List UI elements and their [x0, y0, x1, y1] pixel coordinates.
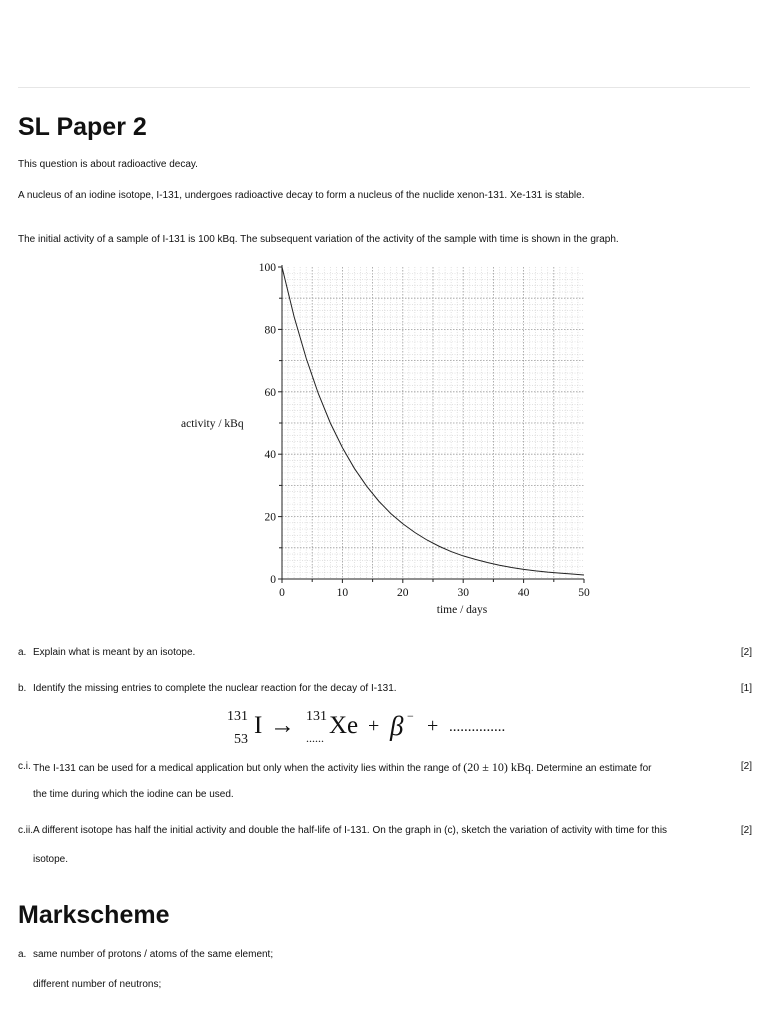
beta-symbol: β [390, 711, 404, 741]
iodine-mass-number: 131 [227, 709, 248, 724]
question-c-i-label: c.i. [18, 761, 31, 772]
x-tick-label: 40 [517, 587, 530, 599]
y-tick-label: 80 [264, 324, 276, 337]
nuclear-equation [222, 707, 562, 751]
question-c-ii-text: A different isotope has half the initial activity and double the half-life of I-131. On the graph in (c), sketch the variation of activity with time for this [33, 825, 668, 836]
y-tick-label: 40 [264, 449, 276, 462]
x-tick-label: 20 [397, 587, 409, 599]
question-c-ii-label: c.ii. [18, 825, 33, 836]
x-tick-label: 0 [279, 587, 285, 599]
y-tick-label: 20 [264, 511, 276, 524]
missing-particle-blank: ............... [449, 719, 506, 735]
markscheme-a-label: a. [18, 949, 27, 960]
xenon-symbol: Xe [329, 712, 359, 739]
question-a-label: a. [18, 647, 27, 658]
question-c-i-text-before: The I-131 can be used for a medical application but only when the activity lies within the range of [33, 763, 461, 774]
chart-ticks [259, 262, 590, 599]
question-a-marks: [2] [740, 647, 752, 658]
question-c-i-continuation: the time during which the iodine can be used. [33, 789, 234, 800]
y-tick-label: 100 [258, 262, 276, 274]
question-a-text: Explain what is meant by an isotope. [33, 647, 196, 658]
iodine-atomic-number: 53 [234, 732, 248, 747]
markscheme-title: Markscheme [18, 901, 170, 929]
question-b-label: b. [18, 683, 27, 694]
question-c-ii-marks: [2] [740, 825, 752, 836]
beta-charge: − [407, 709, 414, 723]
iodine-symbol: I [254, 712, 263, 739]
question-c-i-range: (20 ± 10) kBq [463, 760, 531, 774]
intro-line-1: This question is about radioactive decay. [18, 159, 198, 170]
y-tick-label: 0 [270, 574, 276, 586]
plus-sign-1: + [368, 715, 380, 737]
plus-sign-2: + [427, 715, 439, 737]
y-tick-label: 60 [264, 386, 276, 399]
question-b-text: Identify the missing entries to complete the nuclear reaction for the decay of I-131. [33, 683, 397, 694]
x-tick-label: 30 [457, 587, 469, 599]
question-c-ii-continuation: isotope. [33, 854, 69, 865]
activity-time-graph [170, 255, 600, 625]
markscheme-a-line-2: different number of neutrons; [33, 979, 162, 990]
x-tick-label: 50 [578, 587, 590, 599]
markscheme-a-line-1: same number of protons / atoms of the same element; [33, 949, 274, 960]
chart-grid [282, 267, 584, 579]
x-axis-label: time / days [436, 604, 488, 616]
xenon-atomic-number-blank: ...... [306, 731, 324, 745]
xenon-mass-number: 131 [306, 709, 327, 724]
y-axis-label: activity / kBq [181, 418, 244, 430]
question-c-i-marks: [2] [740, 761, 752, 772]
header-divider [18, 87, 750, 88]
reaction-arrow: → [270, 712, 295, 739]
intro-line-2: A nucleus of an iodine isotope, I-131, undergoes radioactive decay to form a nucleus of the nuclide xenon-131. Xe-131 is stable. [18, 190, 585, 201]
question-c-i-text [33, 761, 651, 775]
x-tick-label: 10 [336, 587, 349, 599]
intro-line-3: The initial activity of a sample of I-131 is 100 kBq. The subsequent variation of the activity of the sample with time is shown in the graph. [18, 234, 619, 245]
page-title: SL Paper 2 [18, 113, 147, 141]
question-b-marks: [1] [740, 683, 752, 694]
question-c-i-text-after: . Determine an estimate for [530, 763, 652, 774]
